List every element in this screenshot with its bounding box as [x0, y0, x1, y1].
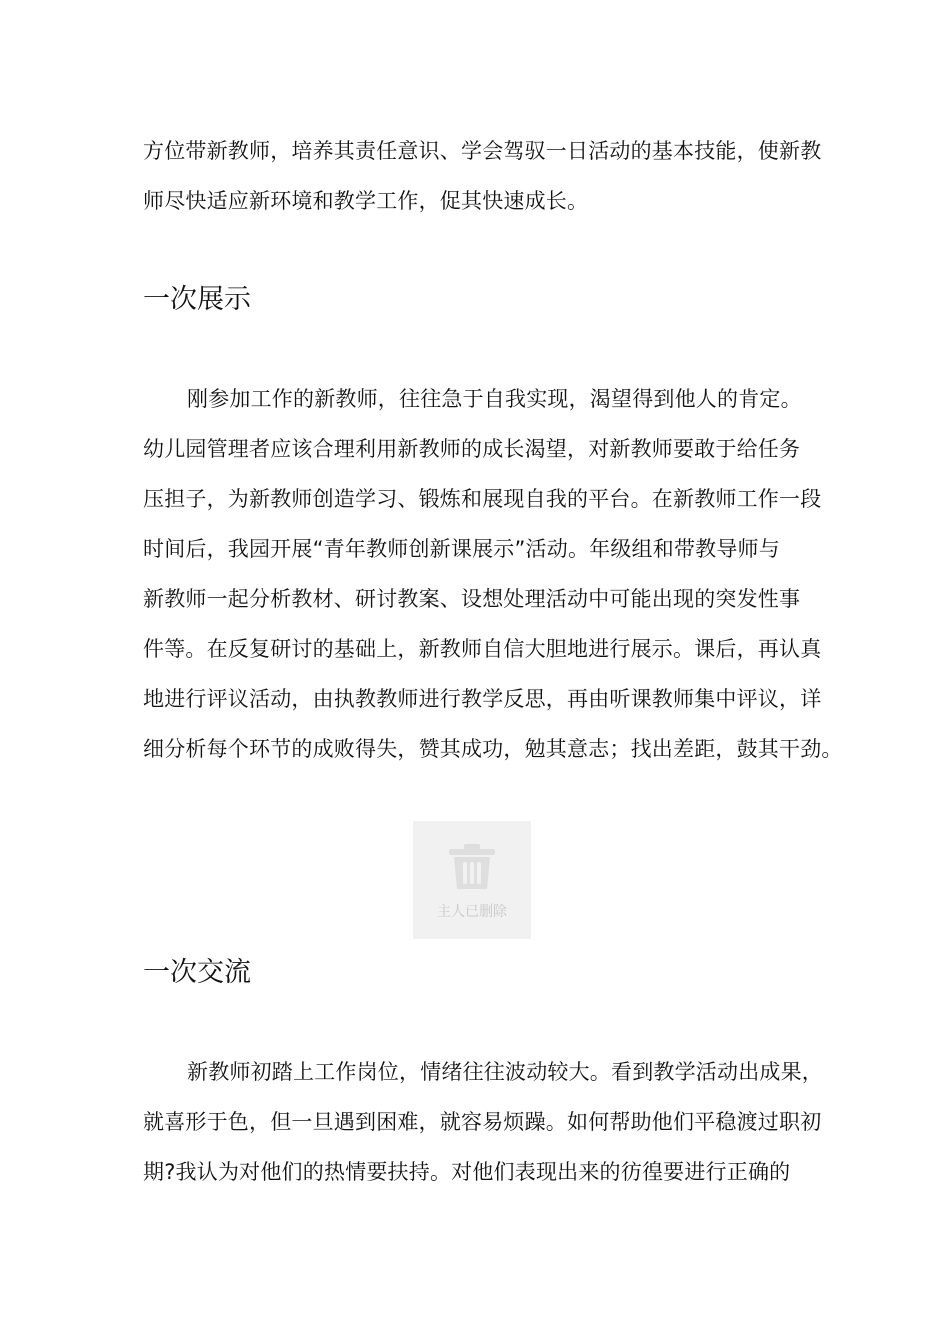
- text-line: 新教师一起分析教材、研讨教案、设想处理活动中可能出现的突发性事: [143, 587, 801, 611]
- deleted-image-placeholder: [413, 821, 531, 939]
- text-line: 时间后，我园开展“青年教师创新课展示”活动。年级组和带教导师与: [143, 537, 780, 561]
- text-line: 件等。在反复研讨的基础上，新教师自信大胆地进行展示。课后，再认真: [143, 637, 822, 661]
- section-heading-exchange: 一次交流: [143, 957, 251, 988]
- text-line: 新教师初踏上工作岗位，情绪往往波动较大。看到教学活动出成果，: [187, 1060, 823, 1084]
- text-line: 方位带新教师，培养其责任意识、学会驾驭一日活动的基本技能，使新教: [143, 139, 822, 163]
- text-line: 期?我认为对他们的热情要扶持。对他们表现出来的彷徨要进行正确的: [143, 1160, 791, 1184]
- text-line: 刚参加工作的新教师，往往急于自我实现，渴望得到他人的肯定。: [187, 387, 802, 411]
- text-line: 就喜形于色，但一旦遇到困难，就容易烦躁。如何帮助他们平稳渡过职初: [143, 1110, 822, 1134]
- paragraph-exchange: [143, 1047, 823, 1197]
- text-line: 地进行评议活动，由执教教师进行教学反思，再由听课教师集中评议，详: [143, 687, 822, 711]
- paragraph-intro: [143, 126, 823, 226]
- trash-icon: [447, 843, 497, 891]
- text-line: 细分析每个环节的成败得失，赞其成功，勉其意志；找出差距，鼓其干劲。: [143, 737, 843, 761]
- deleted-label: 主人已删除: [437, 904, 507, 920]
- paragraph-showcase: [143, 374, 843, 774]
- text-line: 师尽快适应新环境和教学工作，促其快速成长。: [143, 189, 589, 213]
- text-line: 幼儿园管理者应该合理利用新教师的成长渴望，对新教师要敢于给任务: [143, 437, 801, 461]
- section-heading-showcase: 一次展示: [143, 284, 251, 315]
- text-line: 压担子，为新教师创造学习、锻炼和展现自我的平台。在新教师工作一段: [143, 487, 822, 511]
